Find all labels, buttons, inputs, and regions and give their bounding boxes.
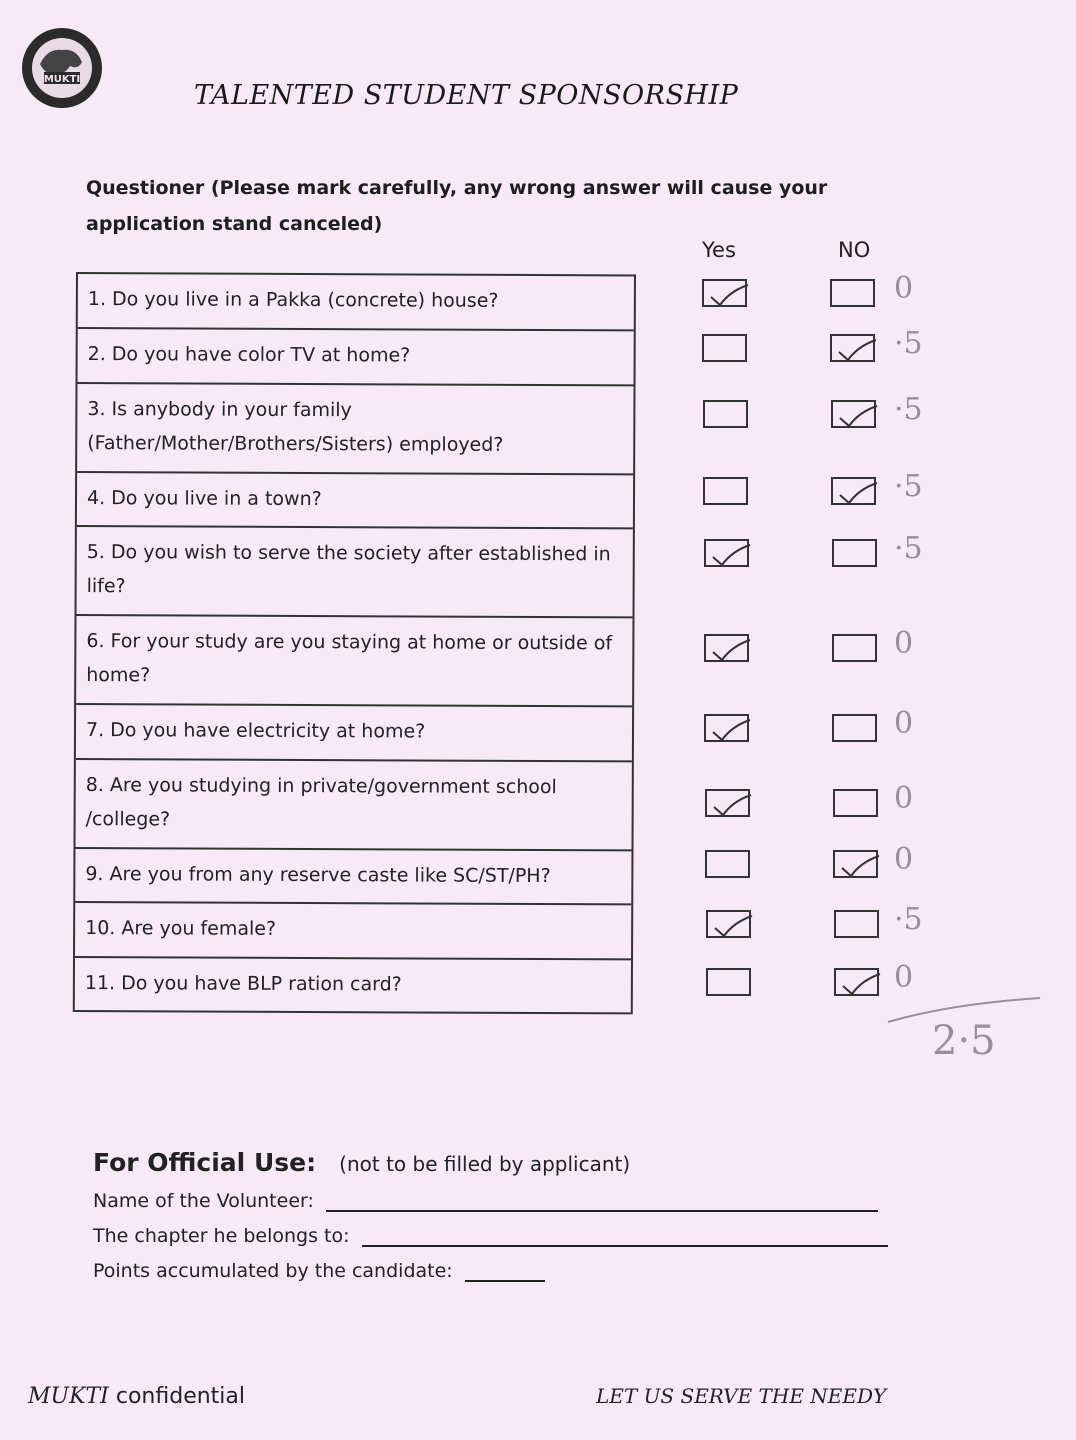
question-row	[78, 274, 634, 331]
no-checkbox[interactable]	[833, 850, 878, 878]
footer-brand: MUKTI	[28, 1384, 109, 1409]
question-row	[78, 329, 634, 386]
grader-mark: ·5	[894, 469, 923, 504]
yes-checkbox[interactable]	[704, 539, 749, 567]
logo-text: MUKTI	[43, 74, 81, 85]
mukti-logo	[18, 26, 106, 110]
question-text: 7. Do you have electricity at home?	[85, 719, 426, 743]
question-row	[76, 527, 632, 618]
question-text: 11. Do you have BLP ration card?	[84, 972, 402, 996]
check-mark-icon	[708, 283, 748, 309]
grader-mark: ·5	[894, 326, 923, 361]
no-checkbox[interactable]	[832, 714, 877, 742]
question-text: 3. Is anybody in your family (Father/Mother/Brothers/Sisters) employed?	[87, 398, 504, 456]
question-text: 6. For your study are you staying at home or outside of home?	[86, 630, 613, 687]
total-score: 2·5	[932, 1018, 996, 1064]
page-title: TALENTED STUDENT SPONSORSHIP	[194, 80, 739, 111]
question-text: 4. Do you live in a town?	[86, 487, 322, 511]
question-table	[73, 272, 636, 1014]
question-row	[76, 616, 632, 707]
no-checkbox[interactable]	[830, 279, 875, 307]
yes-checkbox[interactable]	[703, 400, 748, 428]
footer-confidential: confidential	[115, 1384, 246, 1409]
grader-mark: 0	[894, 706, 914, 741]
yes-checkbox[interactable]	[702, 279, 747, 307]
question-text: 1. Do you live in a Pakka (concrete) house?	[87, 288, 499, 312]
grader-mark: 0	[894, 960, 914, 995]
grader-mark: ·5	[894, 902, 923, 937]
check-mark-icon	[710, 718, 750, 744]
footer-motto: LET US SERVE THE NEEDY	[596, 1384, 887, 1408]
grader-mark: 0	[894, 626, 914, 661]
yes-checkbox[interactable]	[703, 477, 748, 505]
check-mark-icon	[711, 793, 751, 819]
no-checkbox[interactable]	[831, 400, 876, 428]
no-checkbox[interactable]	[834, 968, 879, 996]
yes-checkbox[interactable]	[702, 334, 747, 362]
yes-checkbox[interactable]	[704, 714, 749, 742]
no-column-header: NO	[838, 238, 871, 262]
no-checkbox[interactable]	[831, 477, 876, 505]
official-use-heading: For Official Use:	[93, 1148, 317, 1177]
yes-checkbox[interactable]	[705, 789, 750, 817]
question-row	[77, 473, 633, 529]
check-mark-icon	[840, 972, 880, 998]
question-text: 5. Do you wish to serve the society after established in life?	[86, 541, 611, 598]
yes-column-header: Yes	[702, 238, 736, 262]
chapter-label: The chapter he belongs to:	[93, 1225, 350, 1247]
footer-left	[28, 1384, 245, 1409]
points-field[interactable]	[465, 1260, 545, 1282]
question-row	[75, 903, 631, 960]
question-row	[75, 958, 631, 1014]
question-text: 2. Do you have color TV at home?	[87, 343, 411, 367]
question-row	[75, 760, 631, 851]
check-mark-icon	[712, 914, 752, 940]
volunteer-name-field[interactable]	[326, 1190, 878, 1212]
intro-text: Questioner (Please mark carefully, any wrong answer will cause your application stand canceled)	[86, 177, 828, 235]
check-mark-icon	[710, 638, 750, 664]
no-checkbox[interactable]	[833, 789, 878, 817]
question-row	[77, 384, 633, 475]
question-row	[75, 849, 631, 905]
check-mark-icon	[839, 854, 879, 880]
check-mark-icon	[837, 481, 877, 507]
no-checkbox[interactable]	[830, 334, 875, 362]
grader-mark: 0	[894, 781, 914, 816]
points-label: Points accumulated by the candidate:	[93, 1260, 453, 1282]
question-text: 8. Are you studying in private/government school /college?	[85, 774, 557, 831]
yes-checkbox[interactable]	[704, 634, 749, 662]
check-mark-icon	[710, 543, 750, 569]
question-text: 9. Are you from any reserve caste like SC/ST/PH?	[85, 863, 551, 888]
check-mark-icon	[837, 404, 877, 430]
official-use-subheading: (not to be filled by applicant)	[339, 1152, 631, 1176]
no-checkbox[interactable]	[834, 910, 879, 938]
chapter-field[interactable]	[362, 1225, 888, 1247]
yes-checkbox[interactable]	[705, 850, 750, 878]
grader-mark: ·5	[894, 531, 923, 566]
yes-checkbox[interactable]	[706, 968, 751, 996]
question-row	[76, 705, 632, 762]
question-text: 10. Are you female?	[85, 917, 277, 940]
check-mark-icon	[836, 338, 876, 364]
grader-mark: 0	[894, 842, 914, 877]
no-checkbox[interactable]	[832, 539, 877, 567]
grader-mark: ·5	[894, 392, 923, 427]
volunteer-label: Name of the Volunteer:	[93, 1190, 314, 1212]
official-use-section	[93, 1148, 913, 1282]
yes-checkbox[interactable]	[706, 910, 751, 938]
no-checkbox[interactable]	[832, 634, 877, 662]
grader-mark: 0	[894, 271, 914, 306]
